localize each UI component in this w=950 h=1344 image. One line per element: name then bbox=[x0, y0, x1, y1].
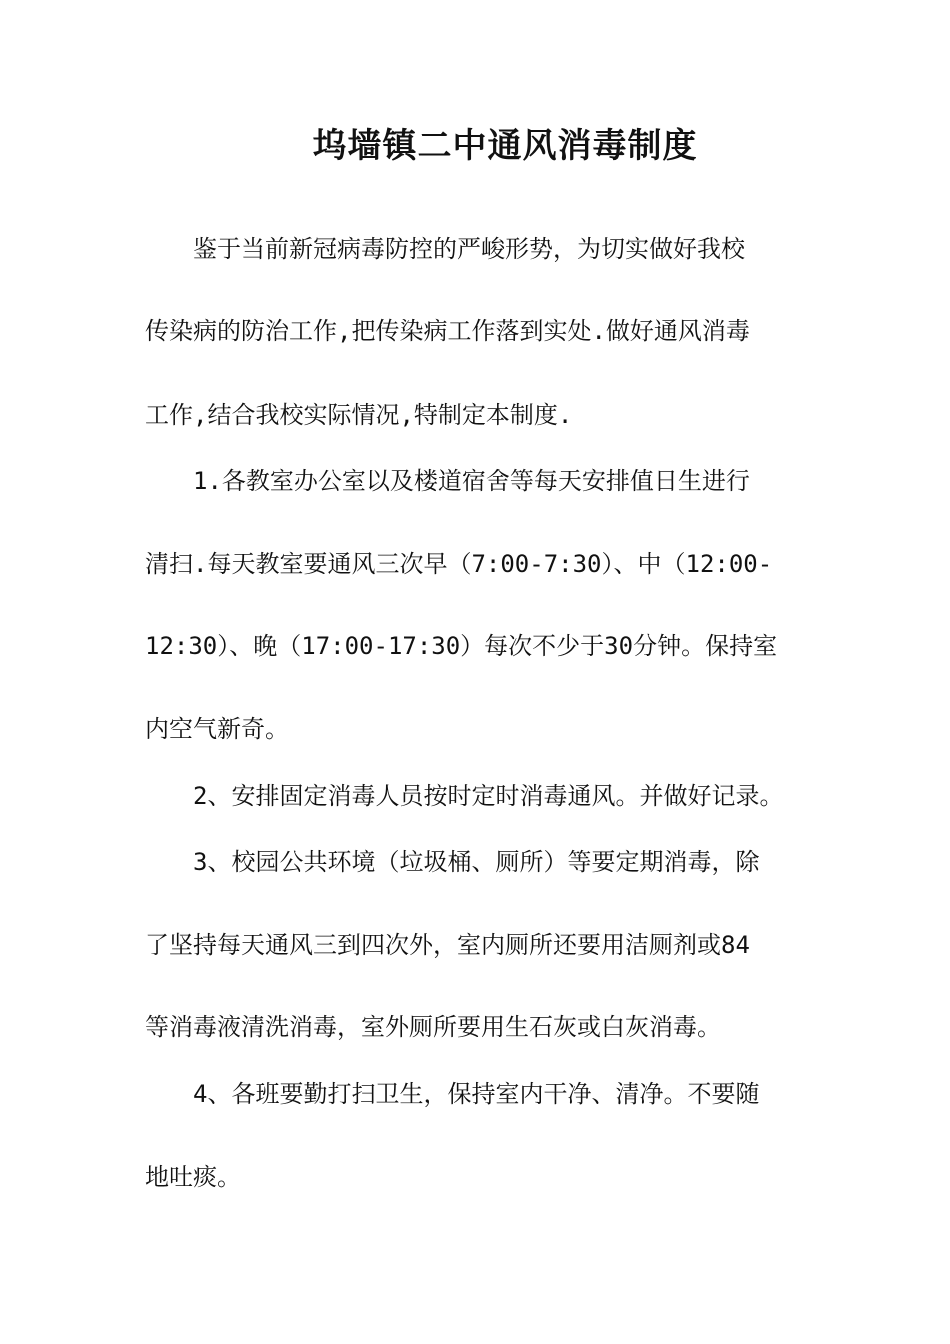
paragraph-line: 1.各教室办公室以及楼道宿舍等每天安排值日生进行 bbox=[193, 467, 750, 495]
paragraph-line: 2、安排固定消毒人员按时定时消毒通风。并做好记录。 bbox=[193, 782, 784, 810]
paragraph-line: 4、各班要勤打扫卫生，保持室内干净、清净。不要随 bbox=[193, 1080, 760, 1108]
paragraph-line: 等消毒液清洗消毒，室外厕所要用生石灰或白灰消毒。 bbox=[145, 1013, 721, 1041]
paragraph-line: 工作,结合我校实际情况,特制定本制度. bbox=[145, 401, 573, 429]
paragraph-line: 3、校园公共环境（垃圾桶、厕所）等要定期消毒，除 bbox=[193, 848, 760, 876]
paragraph-line: 地吐痰。 bbox=[145, 1163, 241, 1191]
paragraph-line: 清扫.每天教室要通风三次早（7:00-7:30）、中（12:00- bbox=[145, 550, 773, 578]
document-title: 坞墙镇二中通风消毒制度 bbox=[312, 126, 698, 166]
paragraph-line: 传染病的防治工作,把传染病工作落到实处.做好通风消毒 bbox=[145, 317, 750, 345]
paragraph-line: 鉴于当前新冠病毒防控的严峻形势，为切实做好我校 bbox=[193, 235, 745, 263]
paragraph-line: 12:30）、晚（17:00-17:30）每次不少于30分钟。保持室 bbox=[145, 632, 778, 660]
paragraph-line: 内空气新奇。 bbox=[145, 715, 289, 743]
paragraph-line: 了坚持每天通风三到四次外，室内厕所还要用洁厕剂或84 bbox=[145, 931, 750, 959]
